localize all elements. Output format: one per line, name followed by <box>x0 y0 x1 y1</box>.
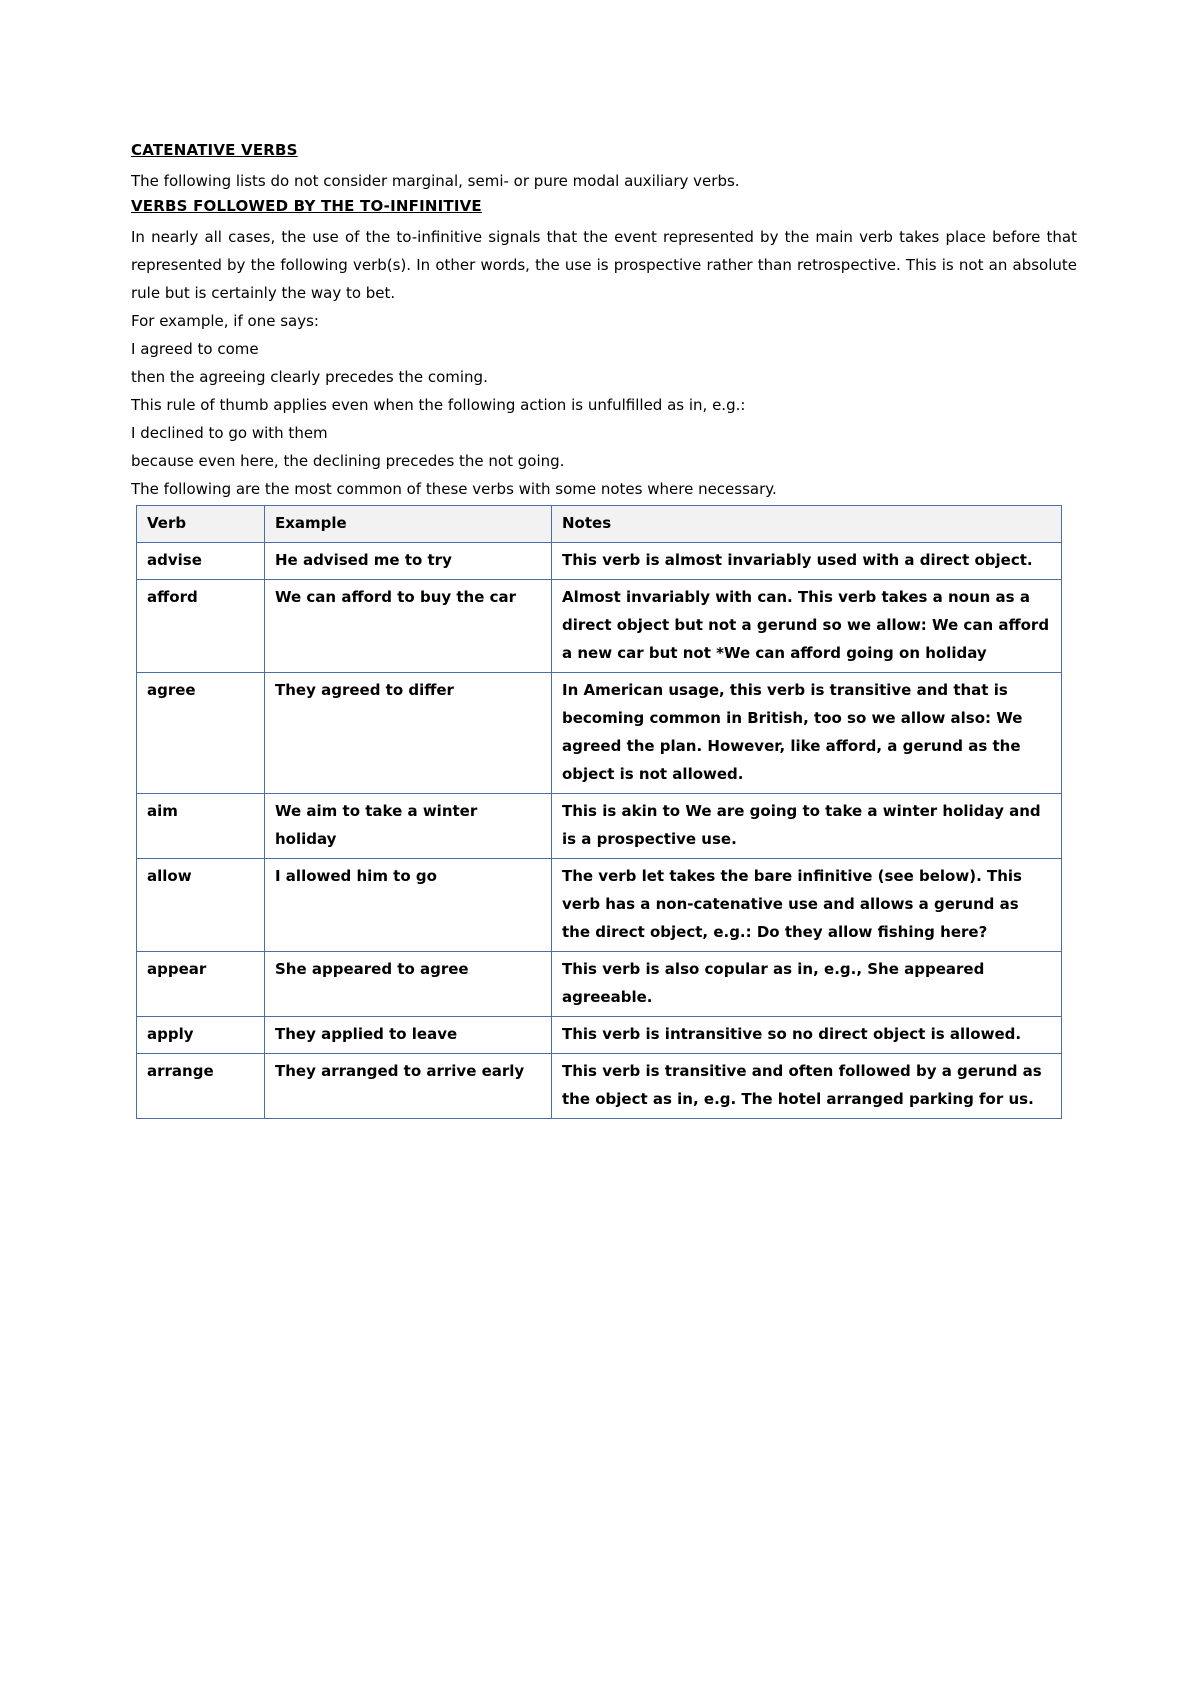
notes-cell: The verb let takes the bare infinitive (see below). This verb has a non-catenative use and allows a gerund as the direct object, e.g.: Do they allow fishing here? <box>552 859 1062 952</box>
paragraph-rule-of-thumb: This rule of thumb applies even when the following action is unfulfilled as in, e.g.: <box>131 396 746 414</box>
notes-cell: Almost invariably with can. This verb takes a noun as a direct object but not a gerund so we allow: We can afford a new car but not *We can afford going on holiday <box>552 580 1062 673</box>
example-cell: I allowed him to go <box>265 859 552 952</box>
document-title: CATENATIVE VERBS <box>131 141 298 159</box>
paragraph-rule: In nearly all cases, the use of the to-infinitive signals that the event represented by the main verb takes place before that represented by the following verb(s). In other words, the use is prospective rather than retrospective. This is not an absolute rule but is certainly the way to bet. <box>131 228 1077 302</box>
intro-text: The following lists do not consider marginal, semi- or pure modal auxiliary verbs. <box>131 172 740 190</box>
table-row <box>137 1054 1062 1119</box>
table-header-row <box>137 506 1062 543</box>
example-cell: She appeared to agree <box>265 952 552 1017</box>
paragraph-explanation: then the agreeing clearly precedes the coming. <box>131 368 488 386</box>
table-row <box>137 859 1062 952</box>
example-cell: They arranged to arrive early <box>265 1054 552 1119</box>
table-row <box>137 952 1062 1017</box>
verb-cell: apply <box>137 1017 265 1054</box>
table-row <box>137 543 1062 580</box>
column-header-example: Example <box>265 506 552 543</box>
document-page <box>131 139 1077 503</box>
notes-cell: This verb is also copular as in, e.g., She appeared agreeable. <box>552 952 1062 1017</box>
verb-cell: agree <box>137 673 265 794</box>
table-row <box>137 794 1062 859</box>
paragraph-example-intro: For example, if one says: <box>131 312 319 330</box>
example-cell: They agreed to differ <box>265 673 552 794</box>
example-cell: We can afford to buy the car <box>265 580 552 673</box>
verb-cell: appear <box>137 952 265 1017</box>
notes-cell: This verb is almost invariably used with a direct object. <box>552 543 1062 580</box>
verb-cell: aim <box>137 794 265 859</box>
example-sentence: I agreed to come <box>131 340 259 358</box>
notes-cell: This verb is intransitive so no direct object is allowed. <box>552 1017 1062 1054</box>
example-cell: He advised me to try <box>265 543 552 580</box>
notes-cell: This verb is transitive and often followed by a gerund as the object as in, e.g. The hotel arranged parking for us. <box>552 1054 1062 1119</box>
example-sentence: I declined to go with them <box>131 424 328 442</box>
table-row <box>137 673 1062 794</box>
verbs-table <box>136 505 1062 1119</box>
example-cell: They applied to leave <box>265 1017 552 1054</box>
example-cell: We aim to take a winter holiday <box>265 794 552 859</box>
column-header-verb: Verb <box>137 506 265 543</box>
verb-cell: advise <box>137 543 265 580</box>
notes-cell: This is akin to We are going to take a winter holiday and is a prospective use. <box>552 794 1062 859</box>
verb-cell: afford <box>137 580 265 673</box>
section-heading: VERBS FOLLOWED BY THE TO-INFINITIVE <box>131 197 482 215</box>
paragraph-table-intro: The following are the most common of these verbs with some notes where necessary. <box>131 480 777 498</box>
table-row <box>137 1017 1062 1054</box>
paragraph-explanation: because even here, the declining precedes the not going. <box>131 452 565 470</box>
notes-cell: In American usage, this verb is transitive and that is becoming common in British, too so we allow also: We agreed the plan. However, like afford, a gerund as the object is not allowed. <box>552 673 1062 794</box>
verb-cell: allow <box>137 859 265 952</box>
table-row <box>137 580 1062 673</box>
column-header-notes: Notes <box>552 506 1062 543</box>
verb-cell: arrange <box>137 1054 265 1119</box>
